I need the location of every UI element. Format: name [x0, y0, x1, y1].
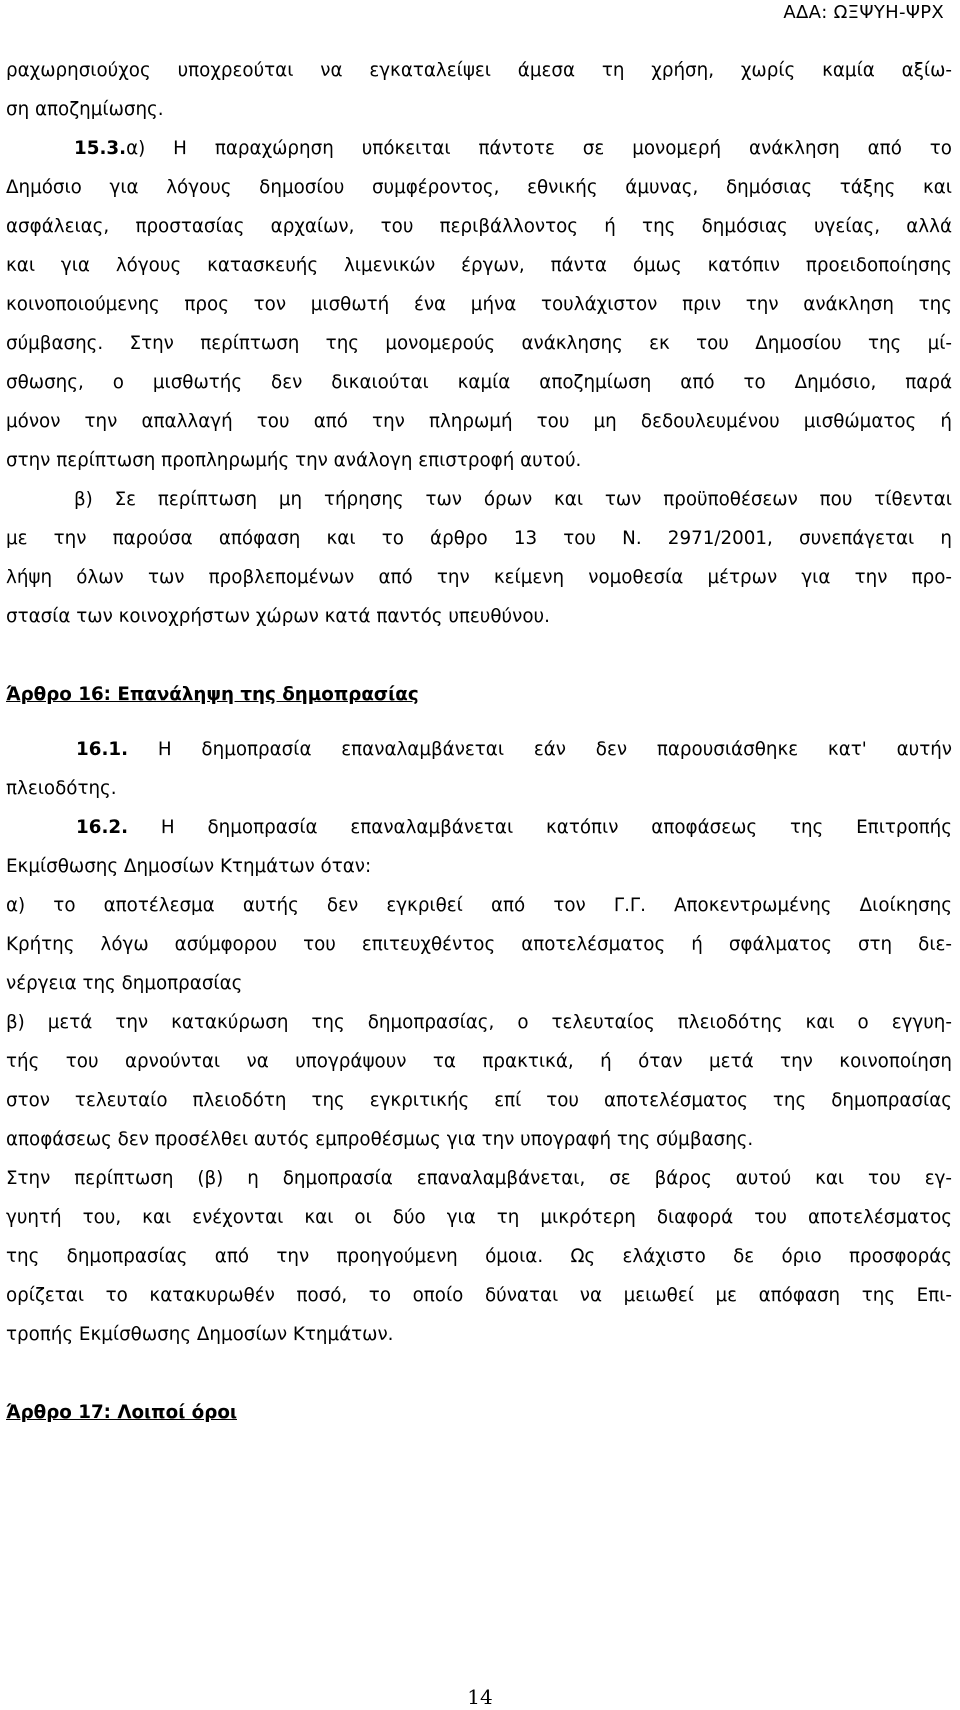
text-line: στην περίπτωση προπληρωμής την ανάλογη επιστροφή αυτού.	[6, 450, 582, 471]
text-line: β) μετά την κατακύρωση της δημοπρασίας, ο τελευταίος πλειοδότης και ο εγγυη-	[6, 1012, 952, 1033]
text-fragment: Η δημοπρασία επαναλαμβάνεται κατόπιν αποφάσεως της Επιτροπής	[160, 817, 952, 838]
text-line: Στην περίπτωση (β) η δημοπρασία επαναλαμβάνεται, σε βάρος αυτού και του εγ-	[6, 1168, 952, 1189]
spacer	[6, 636, 952, 675]
ada-code: ΑΔΑ: ΩΞΨΥΗ-ΨΡΧ	[783, 2, 944, 23]
text-line: σθωσης, ο μισθωτής δεν δικαιούται καμία αποζημίωση από το Δημόσιο, παρά	[6, 372, 952, 393]
text-line: νέργεια της δημοπρασίας	[6, 973, 243, 994]
text-line: και για λόγους κατασκευής λιμενικών έργων, πάντα όμως κατόπιν προειδοποίησης	[6, 255, 952, 276]
text-line: Δημόσιο για λόγους δημοσίου συμφέροντος, εθνικής άμυνας, δημόσιας τάξης και	[6, 177, 952, 198]
text-line: ση αποζημίωσης.	[6, 99, 164, 120]
text-line: λήψη όλων των προβλεπομένων από την κείμενη νομοθεσία μέτρων για την προ-	[6, 567, 952, 588]
text-fragment: Η δημοπρασία επαναλαμβάνεται εάν δεν παρουσιάσθηκε κατ' αυτήν	[157, 739, 953, 760]
paragraph-16-2-first-line	[6, 808, 952, 847]
text-line: τροπής Εκμίσθωσης Δημοσίων Κτημάτων.	[6, 1324, 394, 1345]
clause-number: 15.3.	[74, 138, 127, 159]
page-number: 14	[467, 1685, 493, 1709]
document-body	[6, 51, 952, 1432]
spacer	[6, 1354, 952, 1393]
article-16-heading: Άρθρο 16: Επανάληψη της δημοπρασίας	[6, 684, 419, 705]
text-line: με την παρούσα απόφαση και το άρθρο 13 του Ν. 2971/2001, συνεπάγεται η	[6, 528, 952, 549]
article-17-heading: Άρθρο 17: Λοιποί όροι	[6, 1402, 238, 1423]
paragraph-15-3-first-line	[6, 129, 952, 168]
text-line: αποφάσεως δεν προσέλθει αυτός εμπροθέσμως για την υπογραφή της σύμβασης.	[6, 1129, 754, 1150]
text-line: ασφάλειας, προστασίας αρχαίων, του περιβάλλοντος ή της δημόσιας υγείας, αλλά	[6, 216, 952, 237]
text-line: γυητή του, και ενέχονται και οι δύο για τη μικρότερη διαφορά του αποτελέσματος	[6, 1207, 952, 1228]
paragraph-16-1-first-line	[6, 730, 952, 769]
text-line: μόνον την απαλλαγή του από την πληρωμή του μη δεδουλευμένου μισθώματος ή	[6, 411, 952, 432]
text-line: κοινοποιούμενης προς τον μισθωτή ένα μήνα τουλάχιστον πριν την ανάκληση της	[6, 294, 952, 315]
text-line: Κρήτης λόγω ασύμφορου του επιτευχθέντος αποτελέσματος ή σφάλματος στη διε-	[6, 934, 952, 955]
clause-number: 16.2.	[76, 817, 129, 838]
text-fragment: α) Η παραχώρηση υπόκειται πάντοτε σε μονομερή ανάκληση από το	[126, 138, 952, 159]
text-line: Εκμίσθωσης Δημοσίων Κτημάτων όταν:	[6, 856, 372, 877]
text-line: στασία των κοινοχρήστων χώρων κατά παντός υπευθύνου.	[6, 606, 550, 627]
text-line: ραχωρησιούχος υποχρεούται να εγκαταλείψει άμεσα τη χρήση, χωρίς καμία αξίω-	[6, 60, 952, 81]
spacer	[6, 714, 952, 730]
text-line: β) Σε περίπτωση μη τήρησης των όρων και των προϋποθέσεων που τίθενται	[74, 489, 952, 510]
text-line: σύμβασης. Στην περίπτωση της μονομερούς ανάκλησης εκ του Δημοσίου της μί-	[6, 333, 952, 354]
text-line: στον τελευταίο πλειοδότη της εγκριτικής επί του αποτελέσματος της δημοπρασίας	[6, 1090, 952, 1111]
text-line: πλειοδότης.	[6, 778, 117, 799]
text-line: τής του αρνούνται να υπογράψουν τα πρακτικά, ή όταν μετά την κοινοποίηση	[6, 1051, 952, 1072]
text-line: ορίζεται το κατακυρωθέν ποσό, το οποίο δύναται να μειωθεί με απόφαση της Επι-	[6, 1285, 952, 1306]
clause-number: 16.1.	[76, 739, 129, 760]
text-line: της δημοπρασίας από την προηγούμενη όμοια. Ως ελάχιστο δε όριο προσφοράς	[6, 1246, 952, 1267]
text-line: α) το αποτέλεσμα αυτής δεν εγκριθεί από τον Γ.Γ. Αποκεντρωμένης Διοίκησης	[6, 895, 952, 916]
